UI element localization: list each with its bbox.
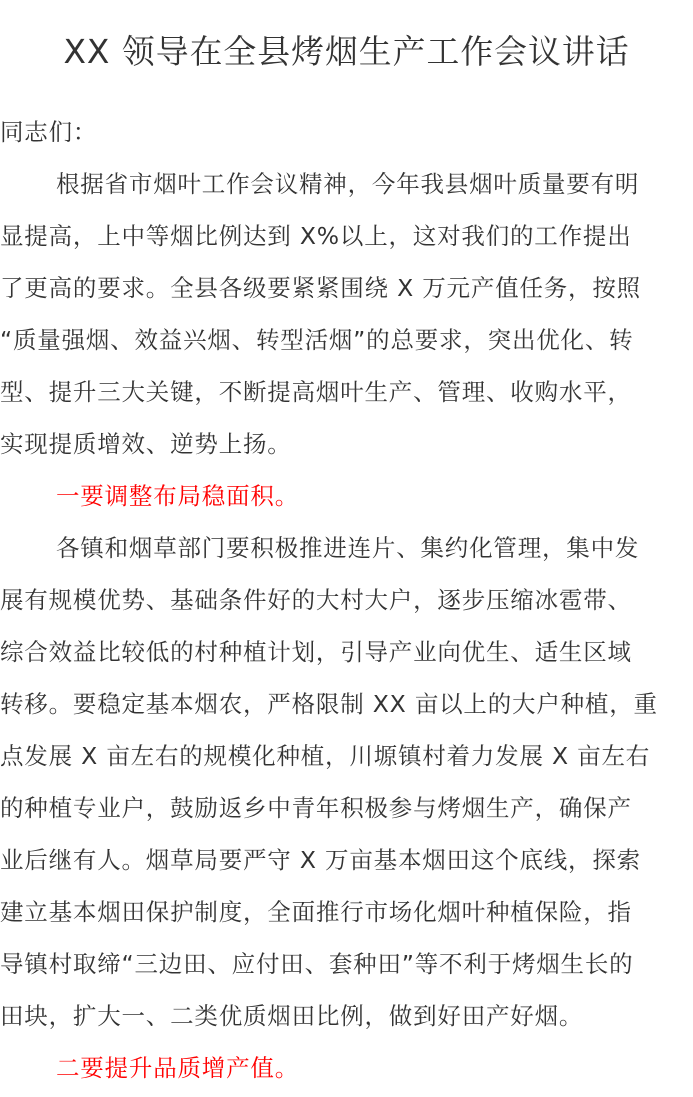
paragraph-line: 田块，扩大一、二类优质烟田比例，做到好田产好烟。 — [0, 1002, 584, 1030]
salutation: 同志们： — [0, 118, 98, 146]
paragraph-line: 型、提升三大关键，不断提高烟叶生产、管理、收购水平， — [0, 378, 632, 406]
paragraph-line: 展有规模优势、基础条件好的大村大户，逐步压缩冰雹带、 — [0, 586, 632, 614]
paragraph-line: 了更高的要求。全县各级要紧紧围绕 X 万元产值任务，按照 — [0, 274, 641, 302]
paragraph-line: 显提高，上中等烟比例达到 X%以上，这对我们的工作提出 — [0, 222, 632, 250]
paragraph-line: 转移。要稳定基本烟农，严格限制 XX 亩以上的大户种植，重 — [0, 690, 658, 718]
paragraph-line: 各镇和烟草部门要积极推进连片、集约化管理，集中发 — [56, 534, 640, 562]
paragraph-line: 的种植专业户，鼓励返乡中青年积极参与烤烟生产，确保产 — [0, 794, 632, 822]
document-title: XX 领导在全县烤烟生产工作会议讲话 — [63, 33, 630, 71]
paragraph-line: 导镇村取缔“三边田、应付田、套种田”等不利于烤烟生长的 — [0, 950, 634, 978]
paragraph-line: 实现提质增效、逆势上扬。 — [0, 430, 292, 458]
section-heading: 一要调整布局稳面积。 — [56, 482, 299, 510]
paragraph-line: 根据省市烟叶工作会议精神，今年我县烟叶质量要有明 — [56, 170, 640, 198]
paragraph-line: 点发展 X 亩左右的规模化种植，川塬镇村着力发展 X 亩左右 — [0, 742, 651, 770]
paragraph-line: 综合效益比较低的村种植计划，引导产业向优生、适生区域 — [0, 638, 632, 666]
paragraph-line: 业后继有人。烟草局要严守 X 万亩基本烟田这个底线，探索 — [0, 846, 641, 874]
section-heading: 二要提升品质增产值。 — [56, 1054, 299, 1082]
paragraph-line: “质量强烟、效益兴烟、转型活烟”的总要求，突出优化、转 — [0, 326, 634, 354]
paragraph-line: 建立基本烟田保护制度，全面推行市场化烟叶种植保险，指 — [0, 898, 632, 926]
